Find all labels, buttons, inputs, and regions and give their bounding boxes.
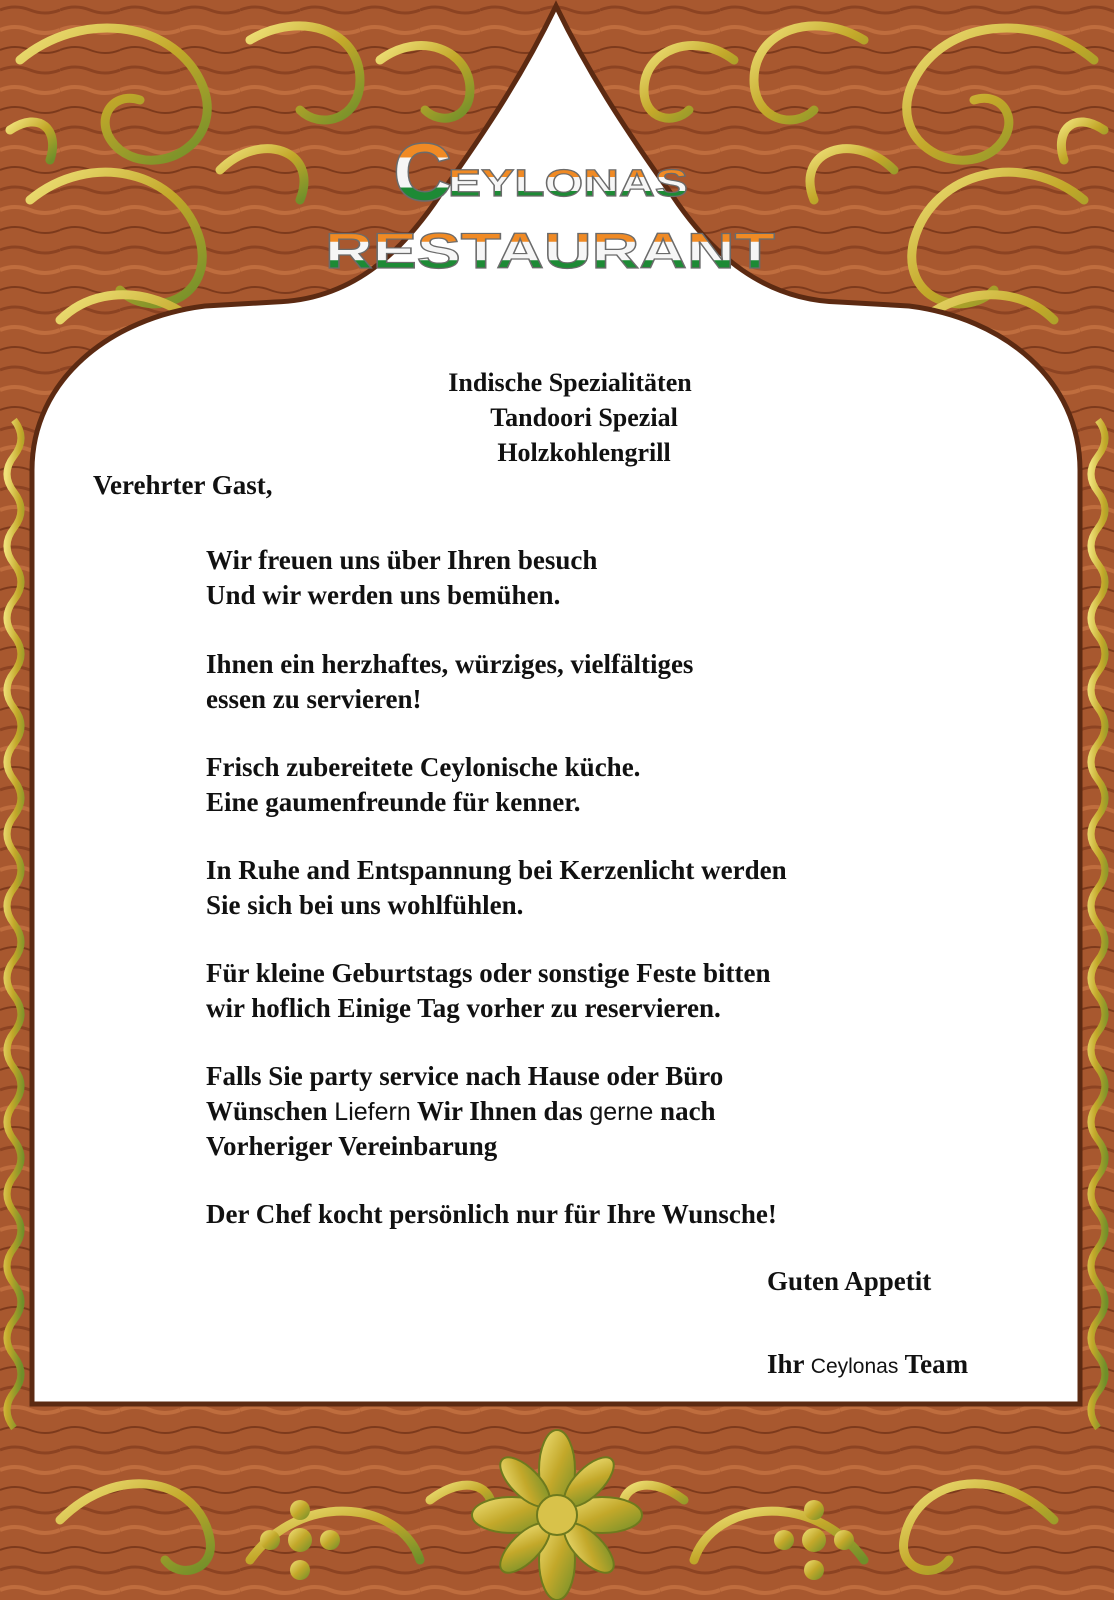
- chef-line: Der Chef kocht persönlich nur für Ihre Wunsche!: [206, 1199, 777, 1229]
- party-line-2-b: Liefern: [334, 1098, 411, 1126]
- para-4-line-2: Sie sich bei uns wohlfühlen.: [206, 890, 524, 920]
- signature-pre: Ihr: [767, 1349, 811, 1379]
- para-2-line-1: Ihnen ein herzhaftes, würziges, vielfältiges: [206, 649, 694, 679]
- logo-initial: C: [393, 127, 453, 218]
- para-1-line-2: Und wir werden uns bemühen.: [206, 580, 561, 610]
- signature-name: Ceylonas: [810, 1355, 899, 1378]
- signature-post: Team: [898, 1349, 969, 1379]
- specialty-line-1: Indische Spezialitäten: [448, 368, 692, 397]
- party-line-2-e: nach: [653, 1096, 716, 1126]
- para-5-line-1: Für kleine Geburtstags oder sonstige Feste bitten: [206, 958, 771, 988]
- party-line-2-c: Wir Ihnen das: [410, 1096, 590, 1126]
- logo-restaurant: RESTAURANT: [325, 223, 775, 279]
- para-1-line-1: Wir freuen uns über Ihren besuch: [206, 545, 598, 575]
- party-line-1: Falls Sie party service nach Hause oder Büro: [206, 1061, 724, 1091]
- para-2-line-2: essen zu servieren!: [206, 684, 422, 714]
- restaurant-logo: [0, 0, 1114, 300]
- closing: Guten Appetit: [767, 1266, 932, 1296]
- para-3-line-2: Eine gaumenfreunde für kenner.: [206, 787, 581, 817]
- para-3-line-1: Frisch zubereitete Ceylonische küche.: [206, 752, 641, 782]
- specialty-line-3: Holzkohlengrill: [497, 438, 671, 467]
- greeting: Verehrter Gast,: [93, 470, 273, 500]
- para-5-line-2: wir hoflich Einige Tag vorher zu reservieren.: [206, 993, 721, 1023]
- para-4-line-1: In Ruhe and Entspannung bei Kerzenlicht werden: [206, 855, 787, 885]
- specialty-line-2: Tandoori Spezial: [490, 403, 678, 432]
- party-line-2: [206, 1094, 716, 1130]
- party-line-2-a: Wünschen: [206, 1096, 335, 1126]
- signature: [767, 1349, 968, 1380]
- party-line-2-d: gerne: [589, 1098, 654, 1126]
- party-line-3: Vorheriger Vereinbarung: [206, 1131, 498, 1161]
- logo-name: EYLONAS: [448, 163, 688, 205]
